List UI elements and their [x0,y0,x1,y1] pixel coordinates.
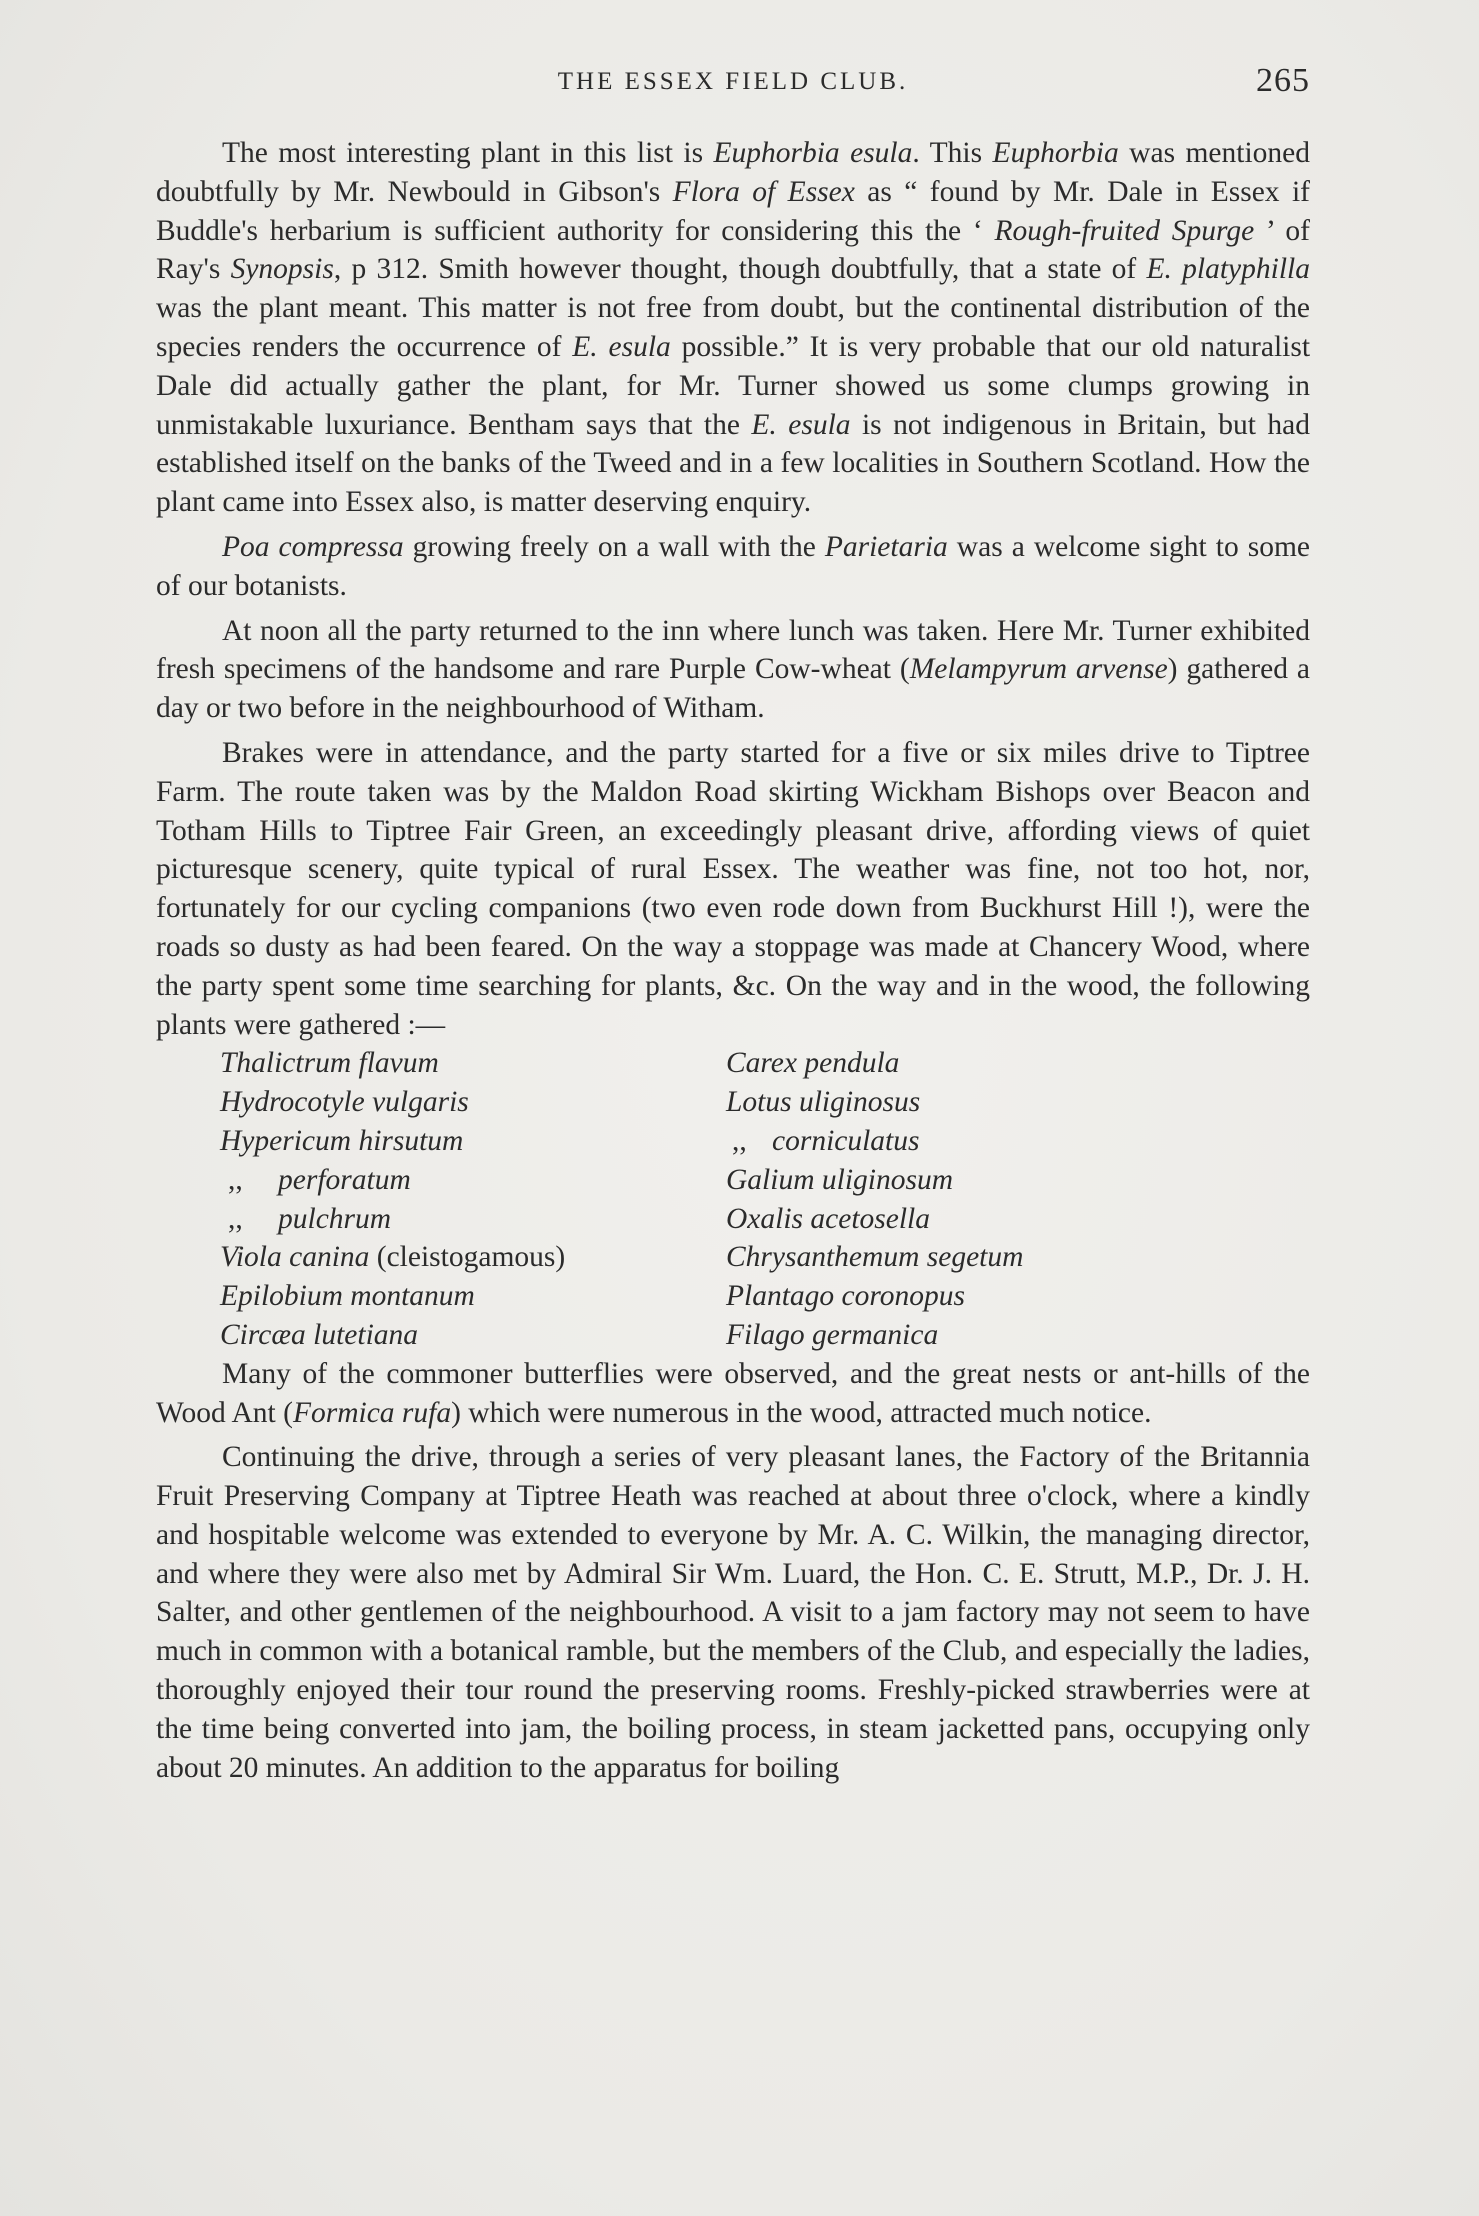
plant-item: Chrysanthemum segetum [726,1241,1024,1274]
plant-item [220,1200,726,1239]
paragraph-factory: Continuing the drive, through a series of very pleasant lanes, the Factory of the Britannia Fruit Preserving Company at Tiptree Heath was reached at about three o'clock, where a kindly and hospitable welcome was extended to everyone by Mr. A. C. Wilkin, the managing director, and where they were also met by Admiral Sir Wm. Luard, the Hon. C. E. Strutt, M.P., Dr. J. H. Salter, and other gentlemen of the neighbourhood. A visit to a jam factory may not seem to have much in common with a botanical ramble, but the members of the Club, and especially the ladies, thoroughly enjoyed their tour round the preserving rooms. Freshly-picked strawberries were at the time being converted into jam, the boiling process, in steam jacketted pans, occupying only about 20 minutes. An addition to the apparatus for boiling [156,1441,1310,1784]
plant-item [726,1122,1286,1161]
italic-run: Euphorbia esula [713,137,913,169]
plant-item: Thalictrum flavum [220,1047,439,1080]
body-text [156,134,1310,1787]
plant-name: perforatum [278,1163,411,1196]
plant-item: Carex pendula [726,1047,900,1080]
ditto-mark: ,, [732,1124,747,1157]
plant-item: Lotus uliginosus [726,1086,921,1119]
italic-run: Poa compressa [222,530,404,563]
italic-run: Melampyrum arvense [909,653,1168,686]
text-run: was mentioned doubtfully by Mr. Newbould in Gibson's [156,137,1311,208]
text-run: . This [912,137,993,169]
plant-item: Hydrocotyle vulgaris [220,1086,469,1119]
text-run: growing freely on a wall with the [403,530,825,563]
page-number: 265 [1256,62,1310,99]
italic-run: E. esula [751,408,851,441]
plant-item: Hypericum hirsutum [220,1124,464,1157]
text-run: ) which were numerous in the wood, attracted much notice. [451,1396,1152,1429]
plant-item: Plantago coronopus [726,1280,965,1313]
plant-item: Circæa lutetiana [220,1318,419,1351]
text-run: , p 312. Smith however thought, though doubtfully, that a state of [333,253,1147,286]
text-run: ’ of Ray's [156,214,1311,286]
plant-name: Viola canina [220,1241,370,1274]
page-header [156,62,1310,112]
ditto-mark: ,, [228,1163,243,1196]
text-run: as “ found by Mr. Dale in Essex if Buddle's herbarium is sufficient authority for considering this the ‘ [156,175,1310,247]
text-run: At noon all the party returned to the inn where lunch was taken. Here Mr. Turner exhibited fresh specimens of the handsome and rare Purple Cow-wheat ( [156,614,1310,686]
text-run: was a welcome sight to some of our botanists. [156,530,1310,602]
italic-run: Formica rufa [292,1396,452,1429]
italic-run: Euphorbia [992,137,1119,169]
paragraph-euphorbia [156,134,1310,522]
plant-list [220,1044,1310,1354]
text-run: is not indigenous in Britain, but had established itself on the banks of the Tweed and in a few localities in Southern Scotland. How the plant came into Essex also, is matter deserving enquiry. [156,408,1310,519]
plant-name: corniculatus [772,1124,920,1157]
italic-run: Parietaria [824,530,948,563]
paragraph-drive: Brakes were in attendance, and the party started for a five or six miles drive to Tiptree Farm. The route taken was by the Maldon Road skirting Wickham Bishops over Beacon and Totham Hills to Tiptree Fair Green, an exceedingly pleasant drive, affording views of quiet picturesque scenery, quite typical of rural Essex. The weather was fine, not too hot, nor, fortunately for our cycling companions (two even rode down from Buckhurst Hill !), were the roads so dusty as had been feared. On the way a stoppage was made at Chancery Wood, where the party spent some time searching for plants, &c. On the way and in the wood, the following plants were gathered :— [156,736,1310,1041]
italic-run: E. platyphilla [1146,253,1310,286]
plant-note: (cleistogamous) [369,1241,566,1274]
text-run: ) gathered a day or two before in the neighbourhood of Witham. [156,653,1310,725]
ditto-mark: ,, [228,1202,243,1235]
paragraph-poa [156,528,1310,606]
plant-name: pulchrum [278,1202,392,1235]
plant-item: Galium uliginosum [726,1163,953,1196]
running-head: THE ESSEX FIELD CLUB. [557,68,909,95]
italic-run: E. esula [572,330,671,363]
plant-item: Oxalis acetosella [726,1202,930,1235]
paragraph-butterflies [156,1355,1310,1433]
text-run: was the plant meant. This matter is not free from doubt, but the continental distribution of the species renders the occurrence of [156,292,1310,363]
plant-item: Filago germanica [726,1318,939,1351]
text-run: The most interesting plant in this list is [222,137,714,169]
plant-list-left-column [220,1044,726,1354]
italic-run: Flora of Essex [672,175,855,208]
italic-run: Synopsis [230,253,334,286]
paragraph-lunch [156,612,1310,728]
plant-item: Epilobium montanum [220,1280,475,1313]
plant-item [220,1161,726,1200]
text-run: Many of the commoner butterflies were observed, and the great nests or ant-hills of the Wood Ant ( [156,1357,1310,1429]
text-run: possible.” It is very probable that our old naturalist Dale did actually gather the plant, for Mr. Turner showed us some clumps growing in unmistakable luxuriance. Bentham says that the [156,330,1311,441]
plant-list-right-column [726,1044,1286,1354]
plant-item [220,1238,726,1277]
italic-run: Rough-fruited Spurge [994,214,1255,247]
